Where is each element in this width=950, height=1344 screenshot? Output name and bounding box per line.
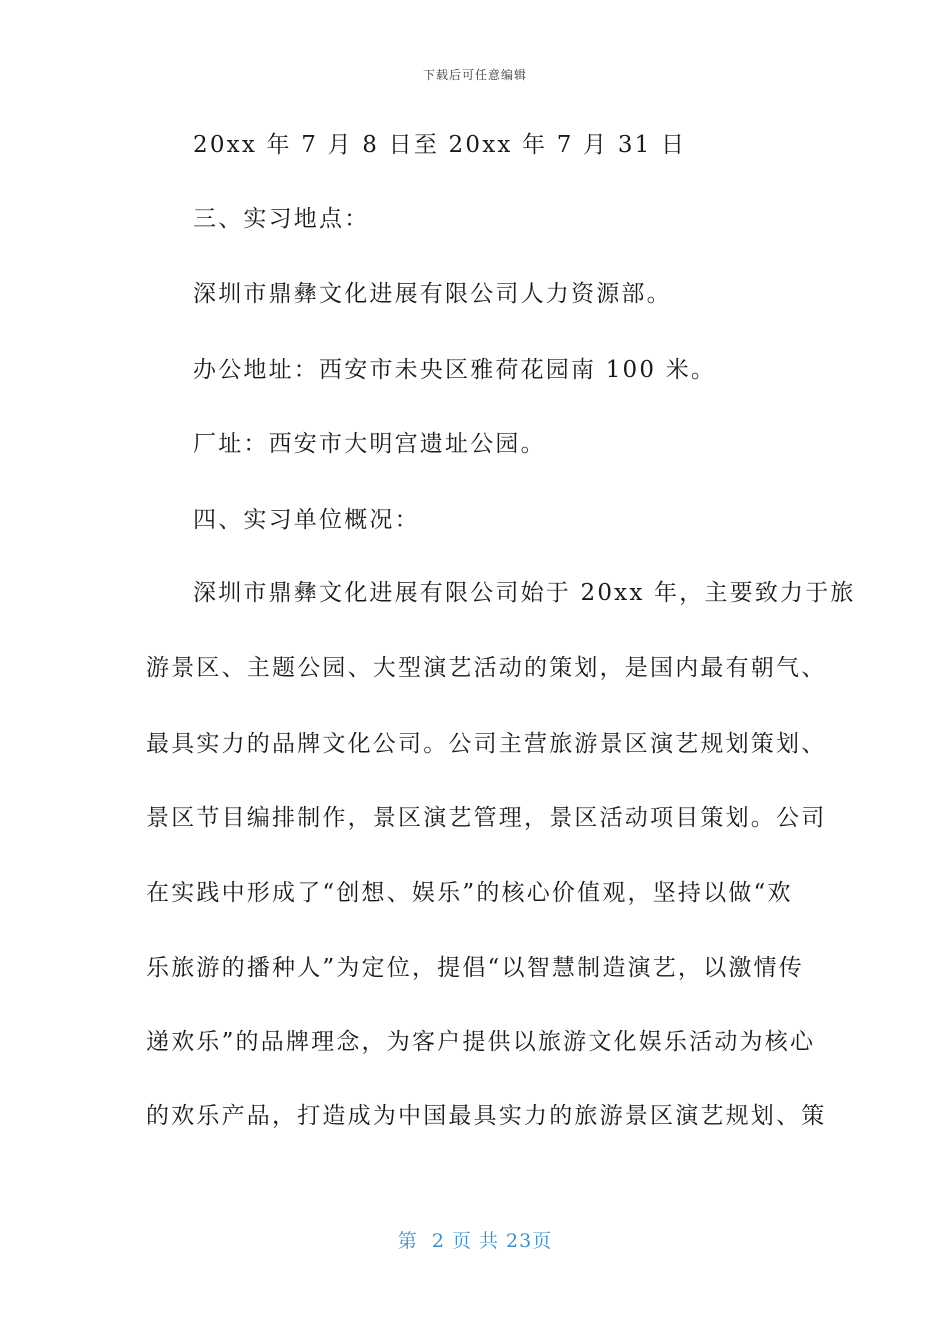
- section-heading-location: 三、实习地点：: [193, 206, 370, 232]
- paragraph-line: 的欢乐产品，打造成为中国最具实力的旅游景区演艺规划、策: [146, 1103, 827, 1129]
- paragraph-line: 递欢乐”的品牌理念，为客户提供以旅游文化娱乐活动为核心: [146, 1029, 816, 1055]
- date-range-line: 20xx 年 7 月 8 日至 20xx 年 7 月 31 日: [193, 132, 687, 158]
- paragraph-line: 景区节目编排制作，景区演艺管理，景区活动项目策划。公司: [146, 805, 827, 831]
- paragraph-line: 在实践中形成了“创想、娱乐”的核心价值观，坚持以做“欢: [146, 880, 793, 906]
- page-header-note: 下载后可任意编辑: [422, 68, 527, 82]
- office-address-line: 办公地址：西安市未央区雅荷花园南 100 米。: [193, 357, 717, 383]
- paragraph-line: 最具实力的品牌文化公司。公司主营旅游景区演艺规划策划、: [146, 731, 827, 757]
- factory-address-line: 厂址：西安市大明宫遗址公园。: [193, 431, 546, 457]
- section-heading-overview: 四、实习单位概况：: [193, 507, 420, 533]
- paragraph-line: 乐旅游的播种人”为定位，提倡“以智慧制造演艺，以激情传: [146, 955, 804, 981]
- paragraph-line: 深圳市鼎彝文化进展有限公司始于 20xx 年，主要致力于旅: [193, 580, 856, 606]
- company-department-line: 深圳市鼎彝文化进展有限公司人力资源部。: [193, 281, 672, 307]
- paragraph-line: 游景区、主题公园、大型演艺活动的策划，是国内最有朝气、: [146, 655, 827, 681]
- page-number-footer: 第 2 页 共 23页: [397, 1230, 553, 1252]
